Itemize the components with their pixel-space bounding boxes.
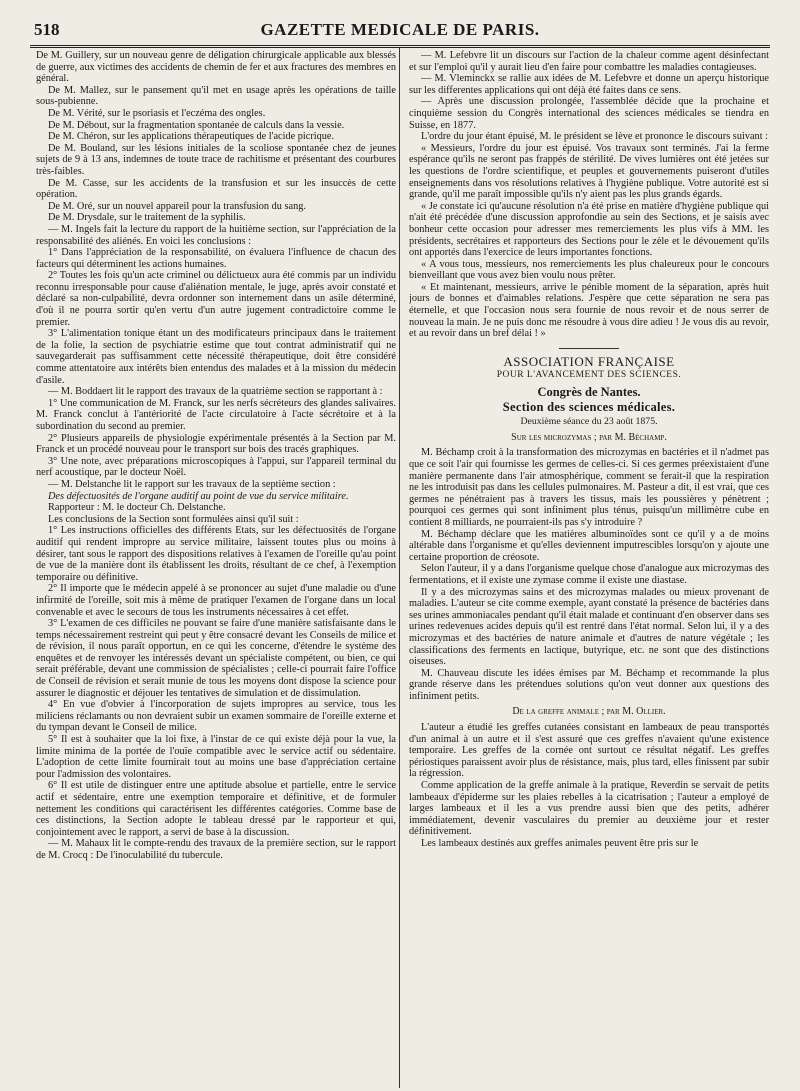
list-item: 2° Il importe que le médecin appelé à se prononcer au sujet d'une maladie ou d'une infirmité de l'oreille, soit mis à même de pratiquer l'examen de l'organe dans un local convenable et avec le secours de tous les instruments nécessaires à cet effet.: [36, 583, 396, 618]
list-item: 6° Il est utile de distinguer entre une aptitude absolue et partielle, entre le service actif et sédentaire, entre une exemption temporaire et définitive, et de formuler nettement les conditions qui caractérisent les différentes catégories. Comme base de ces distinctions, la Section adopte le tableau dressé par le rapporteur et qui, conjointement avec le rapport, a servi de base à la discussion.: [36, 780, 396, 838]
list-item: 3° Une note, avec préparations microscopiques à l'appui, sur l'appareil terminal du nerf acoustique, par le docteur Noël.: [36, 455, 396, 479]
paragraph: — M. Delstanche lit le rapport sur les travaux de la septième section :: [48, 478, 336, 490]
section-title: Section des sciences médicales.: [502, 399, 676, 414]
list-item: 2° Plusieurs appareils de physiologie expérimentale présentés à la Section par M. Franck et un procédé nouveau pour le transport sur bois des tracés graphiques.: [36, 432, 396, 456]
paragraph: L'ordre du jour étant épuisé, M. le président se lève et prononce le discours suivant :: [421, 131, 768, 143]
paragraph: M. Béchamp déclare que les matières albuminoïdes sont ce qu'il y a de moins altérable dans l'organisme et qu'elles deviennent imputrescibles lorsqu'on y ajoute une certaine proportion de créosote.: [409, 528, 769, 563]
header-rule: [30, 45, 770, 48]
list-item: De M. Débout, sur la fragmentation spontanée de calculs dans la vessie.: [48, 119, 345, 131]
right-column: [409, 50, 769, 1085]
section-heading: ASSOCIATION FRANÇAISE: [503, 353, 675, 369]
paragraph: — Après une discussion prolongée, l'assemblée décide que la prochaine et cinquième session du Congrès international des sciences médicales se tiendra en Suisse, en 1877.: [409, 96, 769, 131]
list-item: De M. Drysdale, sur le traitement de la syphilis.: [48, 212, 246, 224]
column-divider: [399, 48, 400, 1088]
list-item: 5° Il est à souhaiter que la loi fixe, à l'instar de ce qui existe déjà pour la vue, la limite minima de la portée de l'ouïe compatible avec le service actif ou sédentaire. L'adoption de cette limite fournirait tout au moins une base d'appréciation certaine pour l'admission des volontaires.: [36, 734, 396, 780]
speech-paragraph: « A vous tous, messieurs, nos remerciements les plus chaleureux pour le concours bienveillant que vous avez bien voulu nous prêter.: [409, 258, 769, 282]
paragraph: Les lambeaux destinés aux greffes animales peuvent être pris sur le: [421, 838, 699, 849]
section-divider: [559, 348, 619, 349]
paragraph: M. Béchamp croit à la transformation des microzymas en bactéries et il n'admet pas que ce soit l'air qui fournisse les germes de celles-ci. Si ces germes préexistaient d'une manière permanente dans l'air atmosphérique, comment se ferait-il que la respiration ne les introduisit pas dans les cellules pulmonaires. M. Pasteur a dit, il est vrai, que ces germes ne pénétraient pas à travers les tissus, mais les poussières y pénètrent ; pourquoi ces germes qui sont infiniment plus ténus, puisqu'un millimètre cube en contient 8 milliards, ne pourraient-ils pas s'y introduire ?: [409, 447, 769, 528]
list-item: 1° Les instructions officielles des différents Etats, sur les défectuosités de l'organe auditif qui rendent impropre au service militaire, laissent toutes plus ou moins à désirer, tant sous le rapport des dispositions relatives à l'examen de l'oreille qu'au point de vue de la manière dont ils établissent les droits, résultant de ce chef, à l'exemption temporaire ou définitive.: [36, 525, 396, 583]
journal-title: GAZETTE MEDICALE DE PARIS.: [260, 20, 540, 39]
paragraph: Selon l'auteur, il y a dans l'organisme quelque chose d'analogue aux microzymas des fermentations, et il existe une zymase comme il existe une diastase.: [409, 563, 769, 586]
article-title: De la greffe animale ; par M. Ollier.: [512, 706, 666, 718]
page-number: 518: [34, 20, 60, 39]
list-item: De M. Bouland, sur les lésions initiales de la scoliose spontanée chez de jeunes sujets de 9 à 13 ans, indemnes de toute trace de rachitisme et présentant des courbures très-faibles.: [36, 142, 396, 177]
list-item: De M. Chéron, sur les applications thérapeutiques de l'acide picrique.: [48, 131, 335, 143]
speech-paragraph: « Messieurs, l'ordre du jour est épuisé. Vos travaux sont terminés. J'ai la ferme espérance qu'ils ne seront pas frappés de stérilité. De vives lumières ont été jetées sur les questions de l'ordre scientifique, et peuples et gouvernements puiseront d'utiles enseignements dans vos résolutions relatives à l'hygiène publique. Votre autorité est si grande, qu'il me paraît impossible qu'ils n'y aient pas les plus grands égards.: [409, 142, 769, 201]
paragraph: — M. Lefebvre lit un discours sur l'action de la chaleur comme agent désinfectant et sur l'emploi qu'il y aurait lieu d'en faire pour combattre les maladies contagieuses.: [409, 50, 769, 73]
paragraph: — M. Boddaert lit le rapport des travaux de la quatrième section se rapportant à :: [48, 386, 383, 398]
paragraph: — M. Mahaux lit le compte-rendu des travaux de la première section, sur le rapport de M. Crocq : De l'inoculabilité du tubercule.: [36, 838, 396, 861]
paragraph: — M. Vleminckx se rallie aux idées de M. Lefebvre et donne un aperçu historique sur les differentes applications qui ont déjà été faites dans ce sens.: [409, 73, 769, 96]
paragraph: Les conclusions de la Section sont formulées ainsi qu'il suit :: [48, 513, 299, 525]
paragraph: M. Chauveau discute les idées émises par M. Béchamp et recommande la plus grande réserve dans les prétendues solutions qu'on veut donner aux questions des infiniment petits.: [409, 667, 769, 702]
report-title: Des défectuosités de l'organe auditif au point de vue du service militaire.: [48, 490, 349, 502]
paragraph: Comme application de la greffe animale à la pratique, Reverdin se servait de petits lambeaux d'épiderme sur les plaies rebelles à la cicatrisation ; l'auteur a employé de larges lambeaux et il les a vus prendre aussi bien que des petits, adhérer immédiatement, devenir vasculaires du premier au deuxième jour et rester définitivement.: [409, 780, 769, 838]
list-item: 3° L'examen de ces difficiles ne pouvant se faire d'une manière satisfaisante dans le temps nécessairement restreint qui peut y être consacré devant les Conseils de milice et de révision, il nous paraît opportun, en ce qui les concerne, d'étendre le système des enquêtes et de renvoyer les intéressés devant un spécialiste compétent, ou bien, ce qui serait préférable, devant une commission de spécialistes ; celle-ci pourrait faire l'office de Conseil de révision et serait munie de tous les moyens dont dispose la science pour assurer le diagnostic et déjouer les tentatives de simulation et de dissimulation.: [36, 618, 396, 699]
left-column: [36, 50, 396, 1085]
paragraph: Il y a des microzymas sains et des microzymas malades ou mieux provenant de maladies. L'auteur se cite comme exemple, ayant constaté la présence de bactéries dans ses urines ammoniacales pendant qu'il était malade et continuant d'en observer dans ses urines redevenues acides depuis qu'il est rentré dans l'état normal. Selon lui, il y a des microzymas et des bactéries de nature animale et d'autres de nature végétale ; les classifications des ferments en lactique, butyrique, etc. ne sont que des distinctions oiseuses.: [409, 586, 769, 668]
list-item: De M. Oré, sur un nouvel appareil pour la transfusion du sang.: [48, 200, 306, 212]
list-item: 1° Dans l'appréciation de la responsabilité, on évaluera l'influence de chacun des facteurs qui déterminent les actions humaines.: [36, 247, 396, 270]
list-item: De M. Vérité, sur le psoriasis et l'eczéma des ongles.: [48, 107, 266, 119]
paragraph: De M. Guillery, sur un nouveau genre de déligation chirurgicale applicable aux blessés de guerre, aux victimes des accidents de chemin de fer et aux fractures des membres en général.: [36, 50, 396, 85]
page-header: [34, 20, 766, 42]
article-title: Sur les microzymas ; par M. Béchamp.: [511, 431, 667, 443]
list-item: 2° Toutes les fois qu'un acte criminel ou délictueux aura été commis par un individu reconnu irresponsable pour cause d'aliénation mentale, le juge, après avoir constaté et déclaré sa non-culpabilité, devra ordonner son internement dans un asile déterminé, d'où il ne pourra sortir qu'en vertu d'un autre jugement contradictoire comme le premier.: [36, 270, 396, 328]
list-item: De M. Casse, sur les accidents de la transfusion et sur les insuccès de cette opération.: [36, 177, 396, 201]
congress-title: Congrès de Nantes.: [537, 385, 641, 400]
speech-paragraph: « Je constate ici qu'aucune résolution n'a été prise en matière d'hygiène publique qui n'ait été précédée d'une discussion approfondie au sein des Sections, et je saisis avec bonheur cette occasion pour adresser mes remerciements les plus vifs à MM. les présidents, secrétaires et rapporteurs des Sections pour le zèle et le dévouement qu'ils ont apportés dans l'exercice de leurs importantes fonctions.: [409, 200, 769, 259]
section-subheading: POUR L'AVANCEMENT DES SCIENCES.: [496, 370, 682, 381]
list-item: 3° L'alimentation tonique étant un des modificateurs principaux dans le traitement de la folie, la section de psychiatrie estime que tout contrat administratif qui ne sauvegarderait pas suffisamment cette nécessité thérapeutique, doit être considéré comme attentatoire aux intérêts bien entendus des malades et à la mission du médecin d'asile.: [36, 328, 396, 386]
speech-paragraph: « Et maintenant, messieurs, arrive le pénible moment de la séparation, après huit jours de bonnes et d'aimables relations. J'espère que cette séparation ne sera pas éternelle, et que l'occasion nous sera fournie de nous revoir et de nous serrer de nouveau la main. Je ne puis donc me résoudre à vous dire adieu ! Je vous dis au revoir, et au revoir dans un bref délai ! »: [409, 281, 769, 340]
paragraph: Rapporteur : M. le docteur Ch. Delstanche.: [48, 502, 226, 514]
list-item: 1° Une communication de M. Franck, sur les nerfs sécréteurs des glandes salivaires. M. Franck conclut à l'antériorité de l'acte circulatoire à l'acte sécrétoire et à la subordination du second au premier.: [36, 397, 396, 432]
paragraph: L'auteur a étudié les greffes cutanées consistant en lambeaux de peau transportés d'un animal à un autre et il s'est assuré que ces greffes n'avaient qu'une existence temporaire. Les greffes de la cornée ont surtout ce résultat négatif. Les greffes périostiques paraissent avoir plus de résistance, mais, plus tard, elles finissent par subir la régression.: [409, 722, 769, 780]
paragraph: — M. Ingels fait la lecture du rapport de la huitième section, sur l'appréciation de la responsabilité des aliénés. En voici les conclusions :: [36, 223, 396, 247]
list-item: 4° En vue d'obvier à l'incorporation de sujets impropres au service, tous les miliciens réclamants ou non devraient subir un examen sommaire de l'oreille externe et du tympan devant le Conseil de milice.: [36, 699, 396, 734]
session-date: Deuxième séance du 23 août 1875.: [520, 416, 658, 428]
list-item: De M. Mallez, sur le pansement qu'il met en usage après les opérations de taille sous-pubienne.: [36, 84, 396, 108]
